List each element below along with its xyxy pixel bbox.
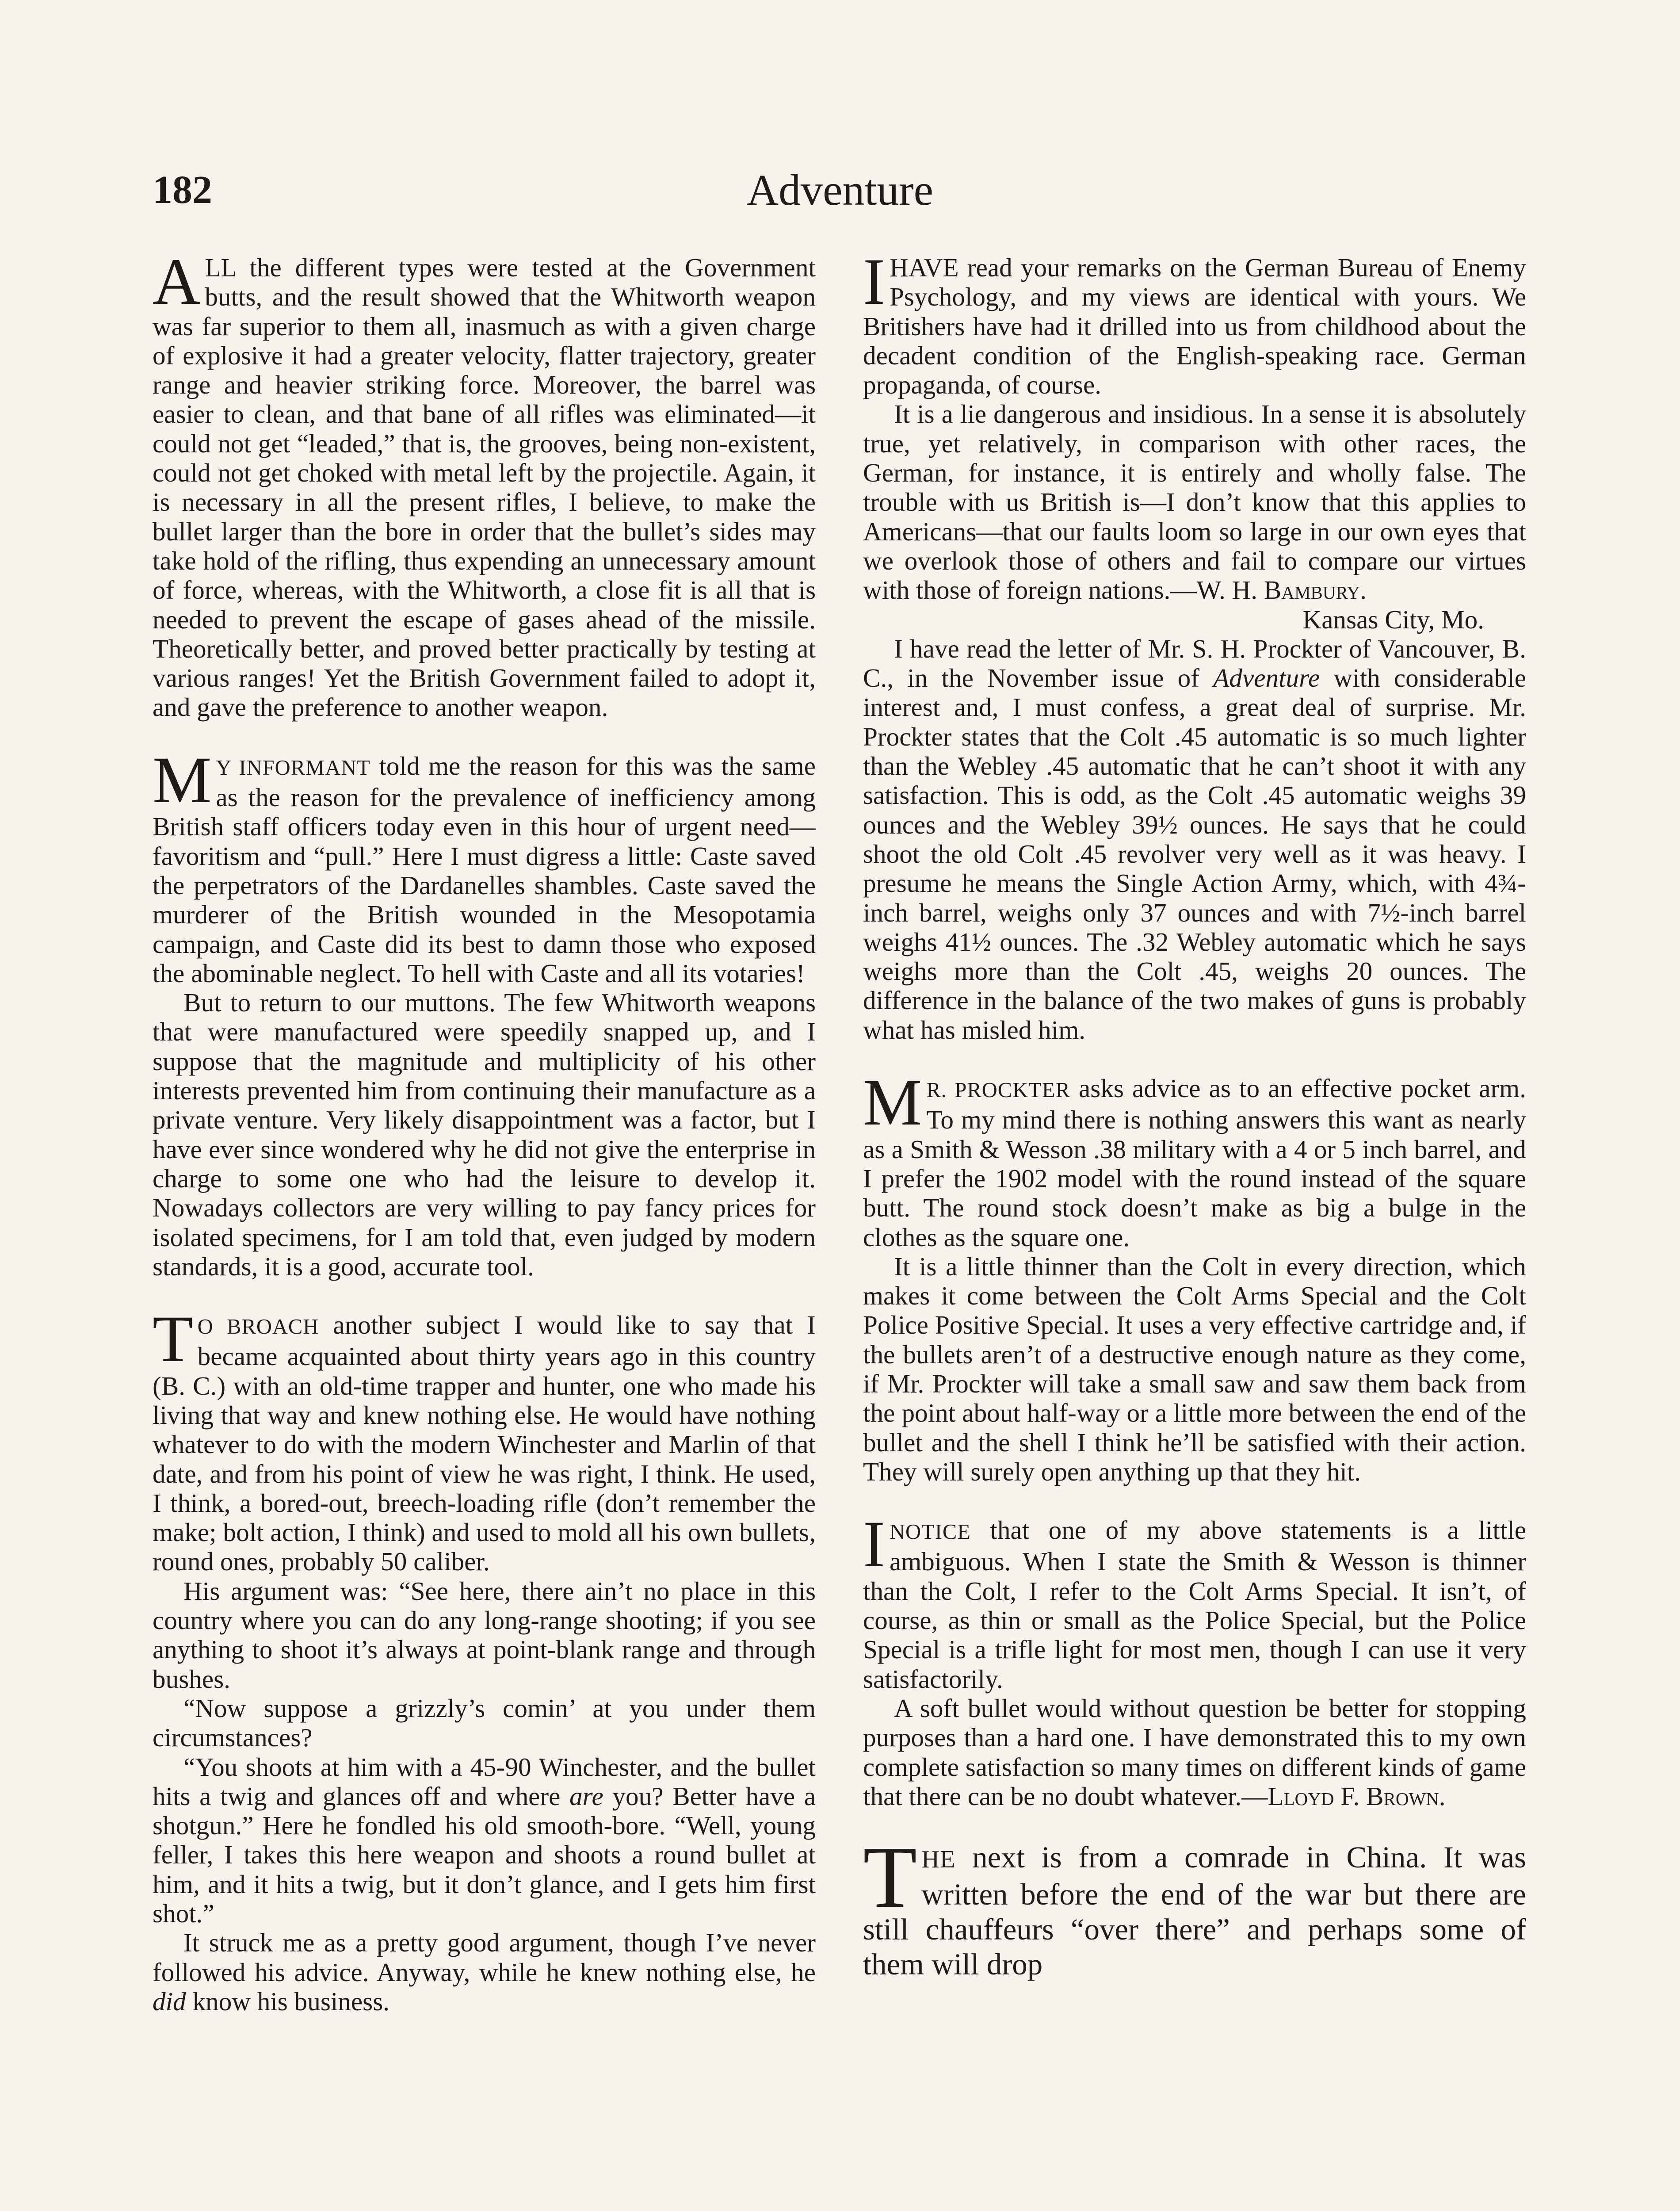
paragraph-muttons: But to return to our muttons. The few Whitworth weapons that were manufactured were speedily snapped up, and I suppose that the magnitude and multiplicity of his other interests prevented him from continuing their manufacture as a private venture. Very likely disappointment was a factor, but I have ever since wondered why he did not give the enterprise in charge to some one who had the leisure to develop it. Nowadays collectors are very willing to pay fancy prices for isolated specimens, for I am told that, even judged by modern standards, it is a good, accurate tool.	[153, 988, 816, 1281]
paragraph-good-argument	[153, 1928, 816, 2016]
text-run: know his business.	[186, 1986, 390, 2016]
emphasis: did	[153, 1986, 186, 2016]
dateline-place: Kansas City, Mo.	[1302, 604, 1484, 634]
paragraph-text: LL the different types were tested at the Government butts, and the result showed that the Whitworth weapon was far superior to them all, inasmuch as with a given charge of explosive it had a greater velocity, flatter trajectory, greater range and heavier striking force. Moreover, the barrel was easier to clean, and that bane of all rifles was eliminated—it could not get “leaded,” that is, the grooves, being non-existent, could not get choked with metal left by the projectile. Again, it is necessary in all the present rifles, I believe, to make the bullet larger than the bore in order that the bullet’s sides may take hold of the rifling, thus expending an unnecessary amount of force, whereas, with the Whitworth, a close fit is all that is needed to prevent the escape of gases ahead of the missile. Theoretically better, and proved better practically by testing at various ranges! Yet the British Government failed to adopt it, and gave the preference to another weapon.	[153, 253, 816, 722]
emphasis: Adventure	[1213, 663, 1320, 693]
signature-brown: Lloyd F. Brown.	[1268, 1781, 1446, 1811]
text-run: I have read the letter of Mr. S. H. Prockter of Vancouver, B. C., in the November issue of	[863, 634, 1526, 693]
paragraph-whitworth-tests	[153, 245, 816, 722]
lead-in-caps: HE	[921, 1846, 956, 1874]
text-run: “You shoots at him with a 45-90 Winchester, and the bullet hits a twig and glances off and where	[153, 1752, 816, 1811]
paragraph-text: told me the reason for this was the same as the reason for the prevalence of inefficiency among British staff officers today even in this hour of urgent need—favoritism and “pull.” Here I must digress a little: Caste saved the perpetrators of the Dardanelles shambles. Caste saved the murderer of the British wounded in the Mesopotamia campaign, and Caste did its best to damn those who exposed the abominable neglect. To hell with Caste and all its votaries!	[153, 751, 816, 988]
text-run: with considerable interest and, I must confess, a great deal of surprise. Mr. Prockter states that the Colt .45 automatic is so much lighter than the Webley .45 automatic that he can’t shoot it with any satisfaction. This is odd, as the Colt .45 automatic weighs 39 ounces and the Webley 39½ ounces. He says that he could shoot the old Colt .45 revolver very well as it was heavy. I presume he means the Single Action Army, which, with 4¾-inch barrel, weighs only 37 ounces and with 7½-inch barrel weighs 41½ ounces. The .32 Webley automatic which he says weighs more than the Colt .45, weighs 20 ounces. The difference in the balance of the two makes of guns is probably what has misled him.	[863, 663, 1526, 1044]
text-run: It is a lie dangerous and insidious. In a sense it is absolutely true, yet relatively, in comparison with other races, the German, for instance, it is entirely and wholly false. The trouble with us British is—I don’t know that this applies to Americans—that our faults loom so large in our own eyes that we overlook those of others and fail to compare our virtues with those of foreign nations.—	[863, 399, 1526, 605]
drop-cap: T	[863, 1828, 917, 1927]
drop-cap: I	[863, 245, 885, 318]
paragraph-argument: His argument was: “See here, there ain’t no place in this country where you can do any long-range shooting; if you see anything to shoot it’s always at point-blank range and through bushes.	[153, 1576, 816, 1694]
running-head	[0, 159, 1680, 221]
lead-in-caps: R. PROCKTER	[926, 1079, 1070, 1102]
paragraph-comrade-in-china	[863, 1828, 1526, 1982]
paragraph-german-bureau	[863, 245, 1526, 400]
drop-cap: T	[153, 1302, 193, 1376]
paragraph-text: another subject I would like to say that I became acquainted about thirty years ago in this country (B. C.) with an old-time trapper and hunter, one who made his living that way and knew nothing else. He would have nothing whatever to do with the modern Winchester and Marlin of that date, and from his point of view he was right, I think. He used, I think, a bored-out, breech-loading rifle (don’t remember the make; bolt action, I think) and used to mold all his own bullets, round ones, probably 50 caliber.	[153, 1310, 816, 1576]
right-column	[863, 245, 1526, 1982]
text-run: A soft bullet would without question be better for stopping purposes than a hard one. I have demonstrated this to my own complete satisfaction so many times on different kinds of game that there can be no doubt whatever.—	[863, 1693, 1526, 1811]
left-column	[153, 245, 816, 2016]
text-run: It struck me as a pretty good argument, though I’ve never followed his advice. Anyway, while he knew nothing else, he	[153, 1928, 816, 1987]
paragraph-pocket-arm	[863, 1066, 1526, 1252]
paragraph-lie-dangerous	[863, 399, 1526, 604]
page-number: 182	[153, 168, 212, 212]
lead-in-caps: O BROACH	[197, 1315, 319, 1339]
lead-in-caps: Y INFORMANT	[216, 756, 370, 780]
emphasis: are	[569, 1781, 603, 1811]
paragraph-soft-bullet	[863, 1694, 1526, 1811]
paragraph-text: next is from a comrade in China. It was written before the end of the war but there are still chauffeurs “over there” and perhaps some of them will drop	[863, 1840, 1526, 1981]
paragraph-grizzly: “Now suppose a grizzly’s comin’ at you under them circumstances?	[153, 1693, 816, 1752]
paragraph-text: that one of my above statements is a little ambiguous. When I state the Smith & Wesson is thinner than the Colt, I refer to the Colt Arms Special. It isn’t, of course, as thin or small as the Police Special, but the Police Special is a trifle light for most men, though I can use it very satisfactorily.	[863, 1515, 1526, 1694]
paragraph-thinner-than-colt: It is a little thinner than the Colt in every direction, which makes it come between the Colt Arms Special and the Colt Police Positive Special. It uses a very effective cartridge and, if the bullets aren’t of a destructive enough nature as they come, if Mr. Prockter will take a small saw and saw them back from the point about half-way or a little more between the end of the bullet and the shell I think he’ll be satisfied with their action. They will surely open anything up that they hit.	[863, 1251, 1526, 1486]
text-run: you? Better have a shotgun.” Here he fondled his old smooth-bore. “Well, young feller, I takes this here weapon and shoots a round bullet at him, and it hits a twig, but it don’t glance, and I gets him first shot.”	[153, 1781, 816, 1928]
paragraph-i-notice	[863, 1507, 1526, 1694]
paragraph-text: asks advice as to an effective pocket arm. To my mind there is nothing answers this want as nearly as a Smith & Wesson .38 military with a 4 or 5 inch barrel, and I prefer the 1902 model with the round instead of the square butt. The round stock doesn’t make as big a bulge in the clothes as the square one.	[863, 1074, 1526, 1252]
paragraph-to-broach	[153, 1302, 816, 1576]
paragraph-winchester	[153, 1752, 816, 1928]
drop-cap: I	[863, 1507, 885, 1581]
drop-cap: A	[153, 245, 201, 318]
paragraph-prockter-letter	[863, 634, 1526, 1044]
signature-bambury: W. H. Bambury.	[1196, 575, 1367, 605]
drop-cap: M	[153, 743, 212, 817]
paragraph-my-informant	[153, 743, 816, 988]
drop-cap: M	[863, 1066, 922, 1140]
magazine-title: Adventure	[746, 165, 934, 214]
paragraph-text: HAVE read your remarks on the German Bureau of Enemy Psychology, and my views are identical with yours. We Britishers have had it drilled into us from childhood about the decadent condition of the English-speaking race. German propaganda, of course.	[863, 253, 1526, 400]
lead-in-caps: NOTICE	[889, 1520, 971, 1544]
